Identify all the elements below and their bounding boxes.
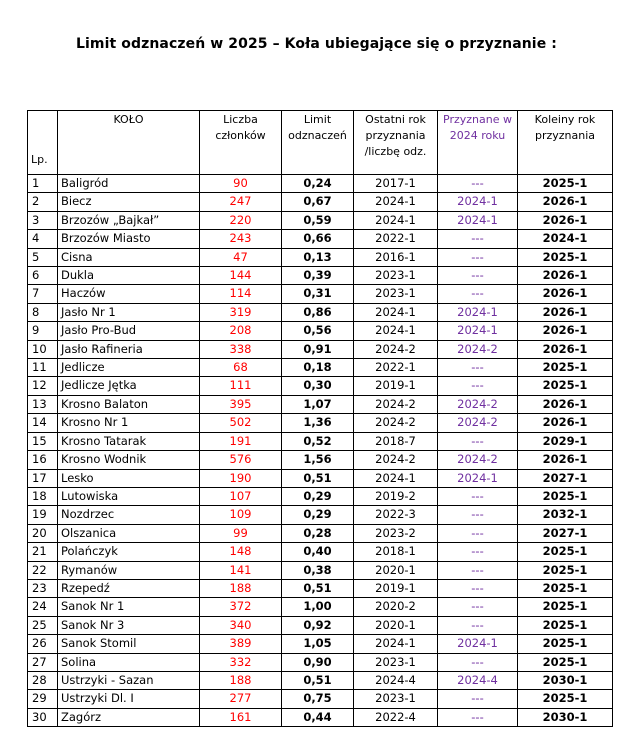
cell-kolejny: 2025-1: [518, 543, 613, 561]
table-row: [28, 451, 613, 469]
cell-lp: 17: [28, 469, 58, 487]
cell-limit: 0,86: [282, 303, 354, 321]
cell-liczba: 220: [200, 211, 282, 229]
cell-liczba: 576: [200, 451, 282, 469]
cell-przyznane: 2024-2: [438, 451, 518, 469]
cell-lp: 27: [28, 653, 58, 671]
cell-przyznane: 2024-2: [438, 340, 518, 358]
cell-kolejny: 2026-1: [518, 285, 613, 303]
cell-limit: 0,92: [282, 616, 354, 634]
cell-kolo: Lutowiska: [58, 487, 200, 505]
cell-ostatni: 2018-7: [354, 432, 438, 450]
cell-kolo: Rymanów: [58, 561, 200, 579]
cell-kolo: Jasło Nr 1: [58, 303, 200, 321]
cell-limit: 0,13: [282, 248, 354, 266]
cell-kolo: Zagórz: [58, 708, 200, 726]
cell-kolo: Rzepedź: [58, 579, 200, 597]
cell-przyznane: ---: [438, 506, 518, 524]
cell-kolo: Polańczyk: [58, 543, 200, 561]
cell-przyznane: ---: [438, 359, 518, 377]
cell-limit: 0,59: [282, 211, 354, 229]
cell-kolejny: 2025-1: [518, 377, 613, 395]
cell-kolo: Olszanica: [58, 524, 200, 542]
header-limit: Limit odznaczeń: [282, 111, 354, 175]
table-row: [28, 377, 613, 395]
table-row: [28, 487, 613, 505]
cell-kolo: Baligród: [58, 175, 200, 193]
cell-limit: 0,30: [282, 377, 354, 395]
table-row: [28, 635, 613, 653]
cell-kolejny: 2025-1: [518, 616, 613, 634]
cell-limit: 1,36: [282, 414, 354, 432]
cell-limit: 0,31: [282, 285, 354, 303]
cell-limit: 0,18: [282, 359, 354, 377]
cell-przyznane: ---: [438, 543, 518, 561]
table-row: [28, 506, 613, 524]
cell-lp: 19: [28, 506, 58, 524]
cell-ostatni: 2024-1: [354, 193, 438, 211]
table-row: [28, 469, 613, 487]
cell-liczba: 144: [200, 267, 282, 285]
cell-ostatni: 2024-1: [354, 635, 438, 653]
cell-ostatni: 2020-1: [354, 561, 438, 579]
cell-lp: 14: [28, 414, 58, 432]
cell-liczba: 395: [200, 395, 282, 413]
cell-ostatni: 2022-1: [354, 359, 438, 377]
table-row: [28, 524, 613, 542]
cell-kolo: Jasło Pro-Bud: [58, 322, 200, 340]
table-row: [28, 322, 613, 340]
cell-kolo: Krosno Balaton: [58, 395, 200, 413]
cell-lp: 23: [28, 579, 58, 597]
cell-kolo: Sanok Nr 1: [58, 598, 200, 616]
cell-ostatni: 2023-1: [354, 285, 438, 303]
table-row: [28, 248, 613, 266]
table-row: [28, 616, 613, 634]
cell-limit: 0,51: [282, 469, 354, 487]
cell-limit: 0,44: [282, 708, 354, 726]
cell-przyznane: ---: [438, 653, 518, 671]
cell-lp: 5: [28, 248, 58, 266]
cell-ostatni: 2019-2: [354, 487, 438, 505]
cell-liczba: 247: [200, 193, 282, 211]
cell-ostatni: 2024-4: [354, 671, 438, 689]
cell-kolejny: 2026-1: [518, 303, 613, 321]
table-row: [28, 285, 613, 303]
cell-kolejny: 2025-1: [518, 690, 613, 708]
cell-liczba: 141: [200, 561, 282, 579]
cell-ostatni: 2023-2: [354, 524, 438, 542]
cell-limit: 1,00: [282, 598, 354, 616]
cell-kolo: Jedlicze: [58, 359, 200, 377]
cell-ostatni: 2017-1: [354, 175, 438, 193]
cell-kolejny: 2025-1: [518, 579, 613, 597]
cell-lp: 29: [28, 690, 58, 708]
cell-limit: 0,91: [282, 340, 354, 358]
cell-ostatni: 2022-4: [354, 708, 438, 726]
cell-ostatni: 2023-1: [354, 690, 438, 708]
cell-kolo: Krosno Tatarak: [58, 432, 200, 450]
cell-kolo: Sanok Nr 3: [58, 616, 200, 634]
cell-lp: 21: [28, 543, 58, 561]
cell-limit: 0,24: [282, 175, 354, 193]
cell-kolo: Brzozów „Bajkał”: [58, 211, 200, 229]
cell-kolejny: 2026-1: [518, 340, 613, 358]
cell-kolo: Krosno Nr 1: [58, 414, 200, 432]
cell-limit: 0,29: [282, 487, 354, 505]
cell-limit: 0,90: [282, 653, 354, 671]
cell-przyznane: 2024-1: [438, 322, 518, 340]
table-row: [28, 340, 613, 358]
cell-liczba: 332: [200, 653, 282, 671]
table-row: [28, 690, 613, 708]
header-przyznane: Przyznane w 2024 roku: [438, 111, 518, 175]
cell-kolo: Jasło Rafineria: [58, 340, 200, 358]
cell-lp: 30: [28, 708, 58, 726]
cell-ostatni: 2019-1: [354, 579, 438, 597]
cell-kolejny: 2024-1: [518, 230, 613, 248]
cell-limit: 0,75: [282, 690, 354, 708]
cell-limit: 1,05: [282, 635, 354, 653]
table-body: [28, 175, 613, 727]
cell-lp: 2: [28, 193, 58, 211]
cell-lp: 1: [28, 175, 58, 193]
table-row: [28, 708, 613, 726]
cell-limit: 1,56: [282, 451, 354, 469]
cell-liczba: 340: [200, 616, 282, 634]
cell-limit: 0,66: [282, 230, 354, 248]
header-kolo: KOŁO: [58, 111, 200, 175]
cell-limit: 0,52: [282, 432, 354, 450]
cell-kolejny: 2026-1: [518, 267, 613, 285]
table-row: [28, 598, 613, 616]
header-liczba: Liczba członków: [200, 111, 282, 175]
cell-przyznane: ---: [438, 708, 518, 726]
cell-ostatni: 2024-2: [354, 414, 438, 432]
cell-kolo: Brzozów Miasto: [58, 230, 200, 248]
cell-przyznane: ---: [438, 230, 518, 248]
cell-przyznane: ---: [438, 616, 518, 634]
cell-lp: 6: [28, 267, 58, 285]
cell-liczba: 161: [200, 708, 282, 726]
cell-lp: 12: [28, 377, 58, 395]
cell-liczba: 338: [200, 340, 282, 358]
cell-ostatni: 2022-1: [354, 230, 438, 248]
header-kolejny: Koleiny rok przyznania: [518, 111, 613, 175]
cell-przyznane: ---: [438, 690, 518, 708]
cell-kolo: Biecz: [58, 193, 200, 211]
cell-kolejny: 2030-1: [518, 708, 613, 726]
cell-przyznane: ---: [438, 487, 518, 505]
cell-lp: 18: [28, 487, 58, 505]
cell-liczba: 188: [200, 579, 282, 597]
cell-kolejny: 2026-1: [518, 193, 613, 211]
cell-ostatni: 2024-1: [354, 469, 438, 487]
table-row: [28, 359, 613, 377]
cell-liczba: 99: [200, 524, 282, 542]
cell-limit: 0,56: [282, 322, 354, 340]
cell-liczba: 191: [200, 432, 282, 450]
cell-kolejny: 2025-1: [518, 598, 613, 616]
cell-lp: 26: [28, 635, 58, 653]
cell-kolejny: 2025-1: [518, 635, 613, 653]
cell-ostatni: 2024-1: [354, 303, 438, 321]
cell-kolo: Cisna: [58, 248, 200, 266]
header-ostatni: Ostatni rok przyznania /liczbę odz.: [354, 111, 438, 175]
cell-ostatni: 2024-2: [354, 395, 438, 413]
cell-przyznane: 2024-1: [438, 193, 518, 211]
table-row: [28, 267, 613, 285]
cell-kolejny: 2027-1: [518, 524, 613, 542]
cell-przyznane: ---: [438, 561, 518, 579]
cell-kolejny: 2030-1: [518, 671, 613, 689]
cell-lp: 16: [28, 451, 58, 469]
cell-kolejny: 2025-1: [518, 487, 613, 505]
cell-przyznane: 2024-4: [438, 671, 518, 689]
cell-kolejny: 2027-1: [518, 469, 613, 487]
cell-przyznane: 2024-1: [438, 469, 518, 487]
cell-przyznane: ---: [438, 598, 518, 616]
cell-liczba: 107: [200, 487, 282, 505]
cell-liczba: 148: [200, 543, 282, 561]
cell-kolo: Krosno Wodnik: [58, 451, 200, 469]
limits-table: [27, 110, 613, 727]
cell-lp: 11: [28, 359, 58, 377]
cell-przyznane: ---: [438, 175, 518, 193]
table-row: [28, 432, 613, 450]
cell-liczba: 319: [200, 303, 282, 321]
cell-limit: 0,39: [282, 267, 354, 285]
table-header-row: [28, 111, 613, 175]
cell-lp: 13: [28, 395, 58, 413]
cell-kolo: Solina: [58, 653, 200, 671]
cell-liczba: 502: [200, 414, 282, 432]
cell-lp: 25: [28, 616, 58, 634]
cell-lp: 15: [28, 432, 58, 450]
cell-liczba: 188: [200, 671, 282, 689]
cell-kolo: Haczów: [58, 285, 200, 303]
cell-limit: 1,07: [282, 395, 354, 413]
table-row: [28, 303, 613, 321]
table-row: [28, 671, 613, 689]
cell-lp: 28: [28, 671, 58, 689]
cell-lp: 7: [28, 285, 58, 303]
table-row: [28, 211, 613, 229]
cell-kolo: Ustrzyki Dl. I: [58, 690, 200, 708]
table-row: [28, 193, 613, 211]
cell-liczba: 90: [200, 175, 282, 193]
cell-limit: 0,67: [282, 193, 354, 211]
cell-ostatni: 2018-1: [354, 543, 438, 561]
cell-lp: 24: [28, 598, 58, 616]
cell-ostatni: 2020-1: [354, 616, 438, 634]
cell-limit: 0,51: [282, 579, 354, 597]
cell-ostatni: 2024-1: [354, 211, 438, 229]
cell-liczba: 111: [200, 377, 282, 395]
cell-lp: 9: [28, 322, 58, 340]
cell-kolejny: 2026-1: [518, 414, 613, 432]
cell-kolo: Lesko: [58, 469, 200, 487]
cell-kolejny: 2025-1: [518, 359, 613, 377]
cell-lp: 3: [28, 211, 58, 229]
page-title: Limit odznaczeń w 2025 – Koła ubiegające się o przyznanie :: [76, 36, 557, 52]
table-row: [28, 414, 613, 432]
cell-przyznane: 2024-1: [438, 635, 518, 653]
cell-liczba: 190: [200, 469, 282, 487]
cell-przyznane: ---: [438, 267, 518, 285]
cell-ostatni: 2023-1: [354, 653, 438, 671]
cell-kolo: Ustrzyki - Sazan: [58, 671, 200, 689]
table-row: [28, 230, 613, 248]
cell-kolejny: 2026-1: [518, 395, 613, 413]
cell-przyznane: ---: [438, 432, 518, 450]
cell-przyznane: 2024-2: [438, 414, 518, 432]
table-row: [28, 175, 613, 193]
table-row: [28, 543, 613, 561]
cell-ostatni: 2024-2: [354, 340, 438, 358]
cell-kolejny: 2026-1: [518, 451, 613, 469]
table-row: [28, 395, 613, 413]
cell-przyznane: ---: [438, 377, 518, 395]
cell-liczba: 277: [200, 690, 282, 708]
cell-lp: 8: [28, 303, 58, 321]
cell-limit: 0,28: [282, 524, 354, 542]
cell-liczba: 208: [200, 322, 282, 340]
cell-limit: 0,38: [282, 561, 354, 579]
cell-ostatni: 2022-3: [354, 506, 438, 524]
cell-lp: 10: [28, 340, 58, 358]
cell-przyznane: ---: [438, 285, 518, 303]
cell-kolejny: 2026-1: [518, 322, 613, 340]
cell-przyznane: 2024-1: [438, 211, 518, 229]
cell-ostatni: 2024-2: [354, 451, 438, 469]
cell-przyznane: 2024-1: [438, 303, 518, 321]
cell-limit: 0,40: [282, 543, 354, 561]
cell-przyznane: 2024-2: [438, 395, 518, 413]
header-lp: Lp.: [28, 111, 58, 175]
cell-ostatni: 2020-2: [354, 598, 438, 616]
cell-ostatni: 2024-1: [354, 322, 438, 340]
cell-limit: 0,51: [282, 671, 354, 689]
table-row: [28, 561, 613, 579]
cell-kolejny: 2032-1: [518, 506, 613, 524]
cell-kolo: Jedlicze Jętka: [58, 377, 200, 395]
cell-przyznane: ---: [438, 579, 518, 597]
cell-kolejny: 2026-1: [518, 211, 613, 229]
table-row: [28, 579, 613, 597]
cell-kolo: Dukla: [58, 267, 200, 285]
cell-kolejny: 2029-1: [518, 432, 613, 450]
cell-przyznane: ---: [438, 248, 518, 266]
cell-liczba: 109: [200, 506, 282, 524]
cell-przyznane: ---: [438, 524, 518, 542]
cell-kolejny: 2025-1: [518, 175, 613, 193]
cell-liczba: 243: [200, 230, 282, 248]
cell-kolejny: 2025-1: [518, 653, 613, 671]
cell-liczba: 372: [200, 598, 282, 616]
cell-ostatni: 2019-1: [354, 377, 438, 395]
cell-lp: 4: [28, 230, 58, 248]
cell-liczba: 68: [200, 359, 282, 377]
cell-kolejny: 2025-1: [518, 561, 613, 579]
cell-limit: 0,29: [282, 506, 354, 524]
cell-lp: 20: [28, 524, 58, 542]
cell-lp: 22: [28, 561, 58, 579]
table-row: [28, 653, 613, 671]
cell-ostatni: 2023-1: [354, 267, 438, 285]
cell-kolo: Sanok Stomil: [58, 635, 200, 653]
cell-liczba: 389: [200, 635, 282, 653]
cell-kolejny: 2025-1: [518, 248, 613, 266]
cell-liczba: 47: [200, 248, 282, 266]
cell-liczba: 114: [200, 285, 282, 303]
cell-kolo: Nozdrzec: [58, 506, 200, 524]
cell-ostatni: 2016-1: [354, 248, 438, 266]
